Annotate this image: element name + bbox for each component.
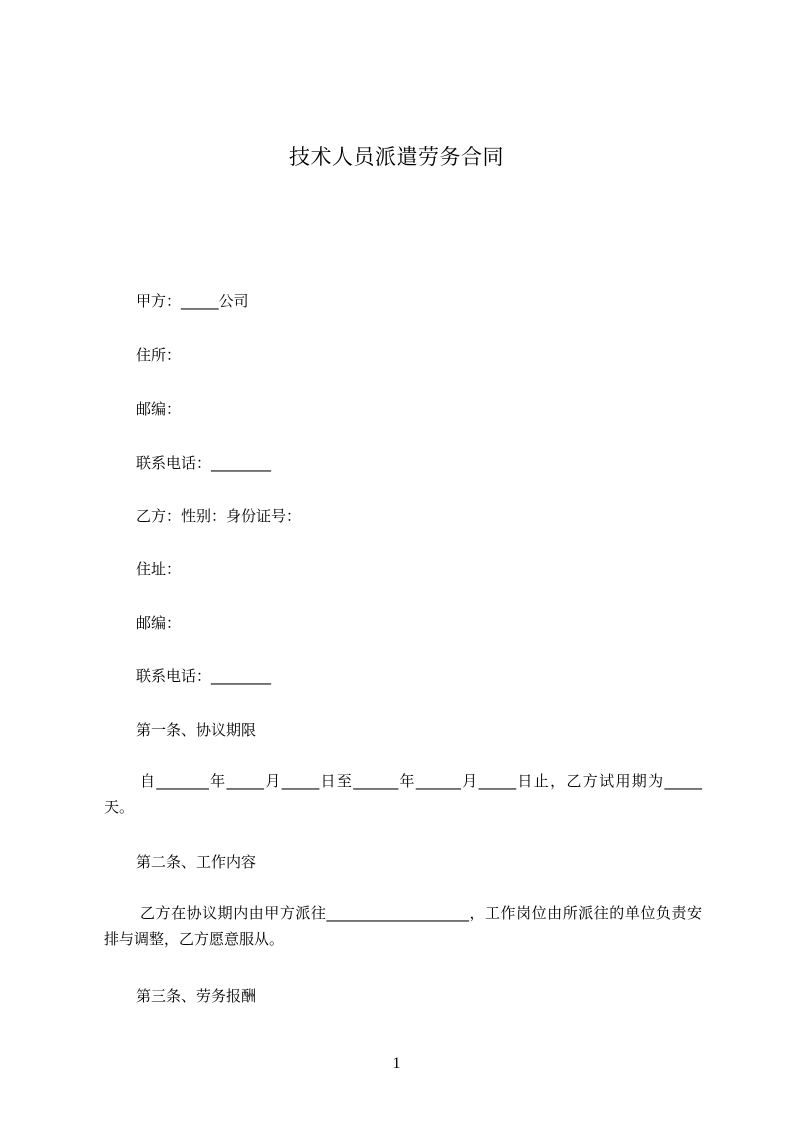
party-a-address: 住所： [136,346,182,364]
party-a-name: 甲方：_____公司 [136,292,249,310]
document-title: 技术人员派遣劳务合同 [289,145,504,169]
party-b-phone: 联系电话：________ [136,667,272,685]
page-number: 1 [392,1055,401,1072]
article-3-heading: 第三条、劳务报酬 [136,987,257,1005]
party-b-address: 住址： [136,560,182,578]
party-a-postcode: 邮编： [136,400,182,418]
article-1-text: 自_______年_____月_____日至______年______月_____日止，乙方试用期为_____天。 [104,772,702,816]
article-2-text: 乙方在协议期内由甲方派往___________________，工作岗位由所派往的单位负责安排与调整，乙方愿意服从。 [104,904,702,948]
party-a-phone: 联系电话：________ [136,454,272,472]
party-b-info: 乙方：性别：身份证号： [136,507,302,525]
party-b-postcode: 邮编： [136,614,182,632]
article-1-heading: 第一条、协议期限 [136,721,257,739]
article-2-heading: 第二条、工作内容 [136,853,257,871]
